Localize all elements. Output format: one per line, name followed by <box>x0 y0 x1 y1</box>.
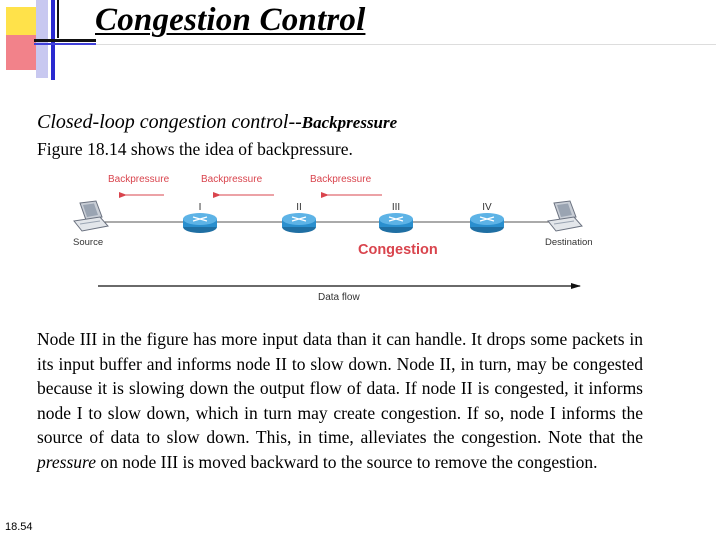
router-icon-ii <box>282 213 316 233</box>
node-label-ii: II <box>296 202 302 213</box>
router-icon-iv <box>470 213 504 233</box>
body-paragraph <box>37 327 643 474</box>
deco-blue-horizontal-line <box>34 43 96 45</box>
figure-caption: Figure 18.14 shows the idea of backpressure. <box>37 139 353 159</box>
deco-black-horizontal-line <box>34 39 96 42</box>
backpressure-figure <box>60 165 620 305</box>
backpressure-label-3: Backpressure <box>310 174 372 185</box>
congestion-label: Congestion <box>358 242 438 258</box>
router-icon-i <box>183 213 217 233</box>
body-text-part-2: on node III is moved backward to the source to remove the congestion. <box>95 451 598 472</box>
heading-main: Closed-loop congestion control-- <box>37 111 302 133</box>
router-icon-iii <box>379 213 413 233</box>
section-heading <box>37 111 397 134</box>
deco-title-rule <box>96 44 716 45</box>
node-label-iv: IV <box>482 202 492 213</box>
heading-emphasis: Backpressure <box>301 113 398 132</box>
slide-title: Congestion Control <box>95 2 366 38</box>
destination-computer-icon <box>548 201 582 231</box>
backpressure-label-1: Backpressure <box>108 174 170 185</box>
node-label-i: I <box>198 202 202 213</box>
slide-number: 18.54 <box>5 521 33 533</box>
deco-black-vertical-line <box>57 0 59 38</box>
destination-label: Destination <box>545 237 593 248</box>
data-flow-label: Data flow <box>318 292 360 303</box>
backpressure-label-2: Backpressure <box>201 174 263 185</box>
node-label-iii: III <box>391 202 401 213</box>
source-computer-icon <box>74 201 108 231</box>
body-text-part-1: Node III in the figure has more input data than it can handle. It drops some packets in its input buffer and informs node II to slow down. Node II, in turn, may be congested because it is slowing down the output flow of data. If node II is congested, it informs node I to slow down, which in turn may create congestion. If so, node I informs the source of data to slow down. This, in time, alleviates the congestion. Note that the <box>37 329 643 447</box>
source-label: Source <box>73 237 104 248</box>
body-text-emphasis: pressure <box>37 451 96 472</box>
